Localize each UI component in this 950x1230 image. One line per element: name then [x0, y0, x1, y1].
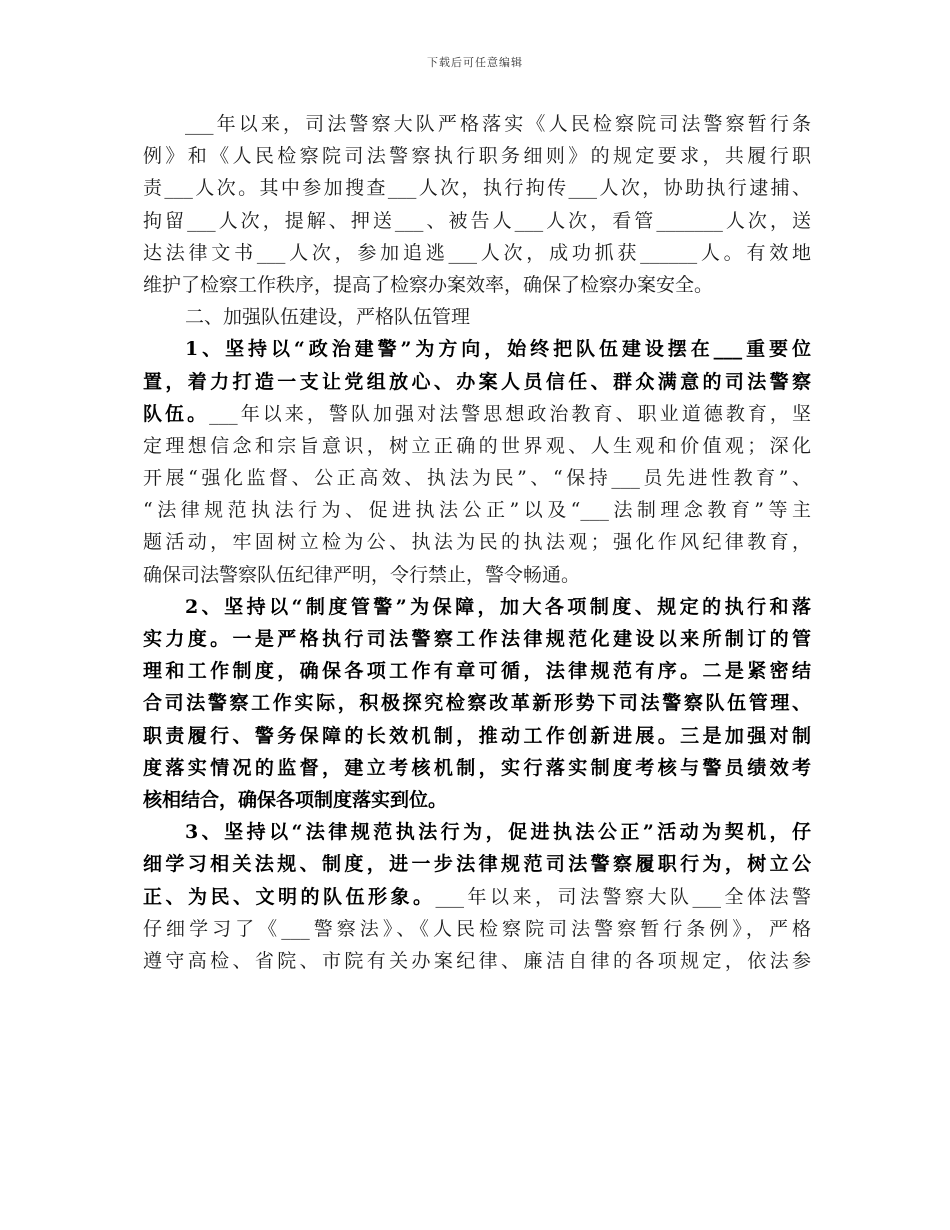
header-note: 下载后可任意编辑	[427, 56, 523, 69]
text-line: 责___人次。其中参加搜查___人次，执行拘传___人次，协助执行逮捕、	[143, 177, 811, 200]
text-line: 3、坚持以“法律规范执法行为，促进执法公正”活动为契机，仔	[185, 821, 811, 844]
text-line: 题活动，牢固树立检为公、执法为民的执法观；强化作风纪律教育，	[143, 531, 811, 554]
text-line: 正、为民、文明的队伍形象。___年以来，司法警察大队___全体法警	[143, 885, 811, 908]
text-line: 拘留___人次，提解、押送___、被告人___人次，看管_______人次，送	[143, 209, 811, 232]
text-line: 开展“强化监督、公正高效、执法为民”、“保持___员先进性教育”、	[143, 467, 811, 490]
text-line: 理和工作制度，确保各项工作有章可循，法律规范有序。二是紧密结	[143, 660, 811, 683]
text-line: 实力度。一是严格执行司法警察工作法律规范化建设以来所制订的管	[143, 628, 811, 650]
text-line: ___年以来，司法警察大队严格落实《人民检察院司法警察暂行条	[185, 113, 811, 135]
text-line: 遵守高检、省院、市院有关办案纪律、廉洁自律的各项规定，依法参	[143, 949, 811, 972]
text-line: “法律规范执法行为、促进执法公正”以及“___法制理念教育”等主	[143, 499, 811, 522]
text-line: 合司法警察工作实际，积极探究检察改革新形势下司法警察队伍管理、	[143, 692, 811, 715]
text-line: 细学习相关法规、制度，进一步法律规范司法警察履职行为，树立公	[143, 853, 811, 876]
text-line: 确保司法警察队伍纪律严明，令行禁止，警令畅通。	[143, 563, 581, 586]
text-line: 队伍。___年以来，警队加强对法警思想政治教育、职业道德教育，坚	[143, 402, 811, 425]
text-line: 置，着力打造一支让党组放心、办案人员信任、群众满意的司法警察	[143, 370, 811, 393]
document-body	[143, 108, 811, 977]
text-line: 维护了检察工作秩序，提高了检察办案效率，确保了检察办案安全。	[143, 273, 714, 296]
text-line: 核相结合，确保各项制度落实到位。	[143, 788, 448, 811]
text-line: 度落实情况的监督，建立考核机制，实行落实制度考核与警员绩效考	[143, 756, 811, 779]
text-line: 仔细学习了《___警察法》、《人民检察院司法警察暂行条例》，严格	[143, 917, 811, 940]
text-line: 1、坚持以“政治建警”为方向，始终把队伍建设摆在___重要位	[185, 338, 811, 361]
text-line: 定理想信念和宗旨意识，树立正确的世界观、人生观和价值观；深化	[143, 434, 811, 457]
text-line: 职责履行、警务保障的长效机制，推动工作创新进展。三是加强对制	[143, 724, 811, 747]
text-line: 2、坚持以“制度管警”为保障，加大各项制度、规定的执行和落	[185, 595, 811, 618]
text-line: 二、加强队伍建设，严格队伍管理	[185, 306, 471, 329]
text-line: 例》和《人民检察院司法警察执行职务细则》的规定要求，共履行职	[143, 145, 811, 168]
text-line: 达法律文书___人次，参加追逃___人次，成功抓获______人。有效地	[143, 241, 811, 264]
